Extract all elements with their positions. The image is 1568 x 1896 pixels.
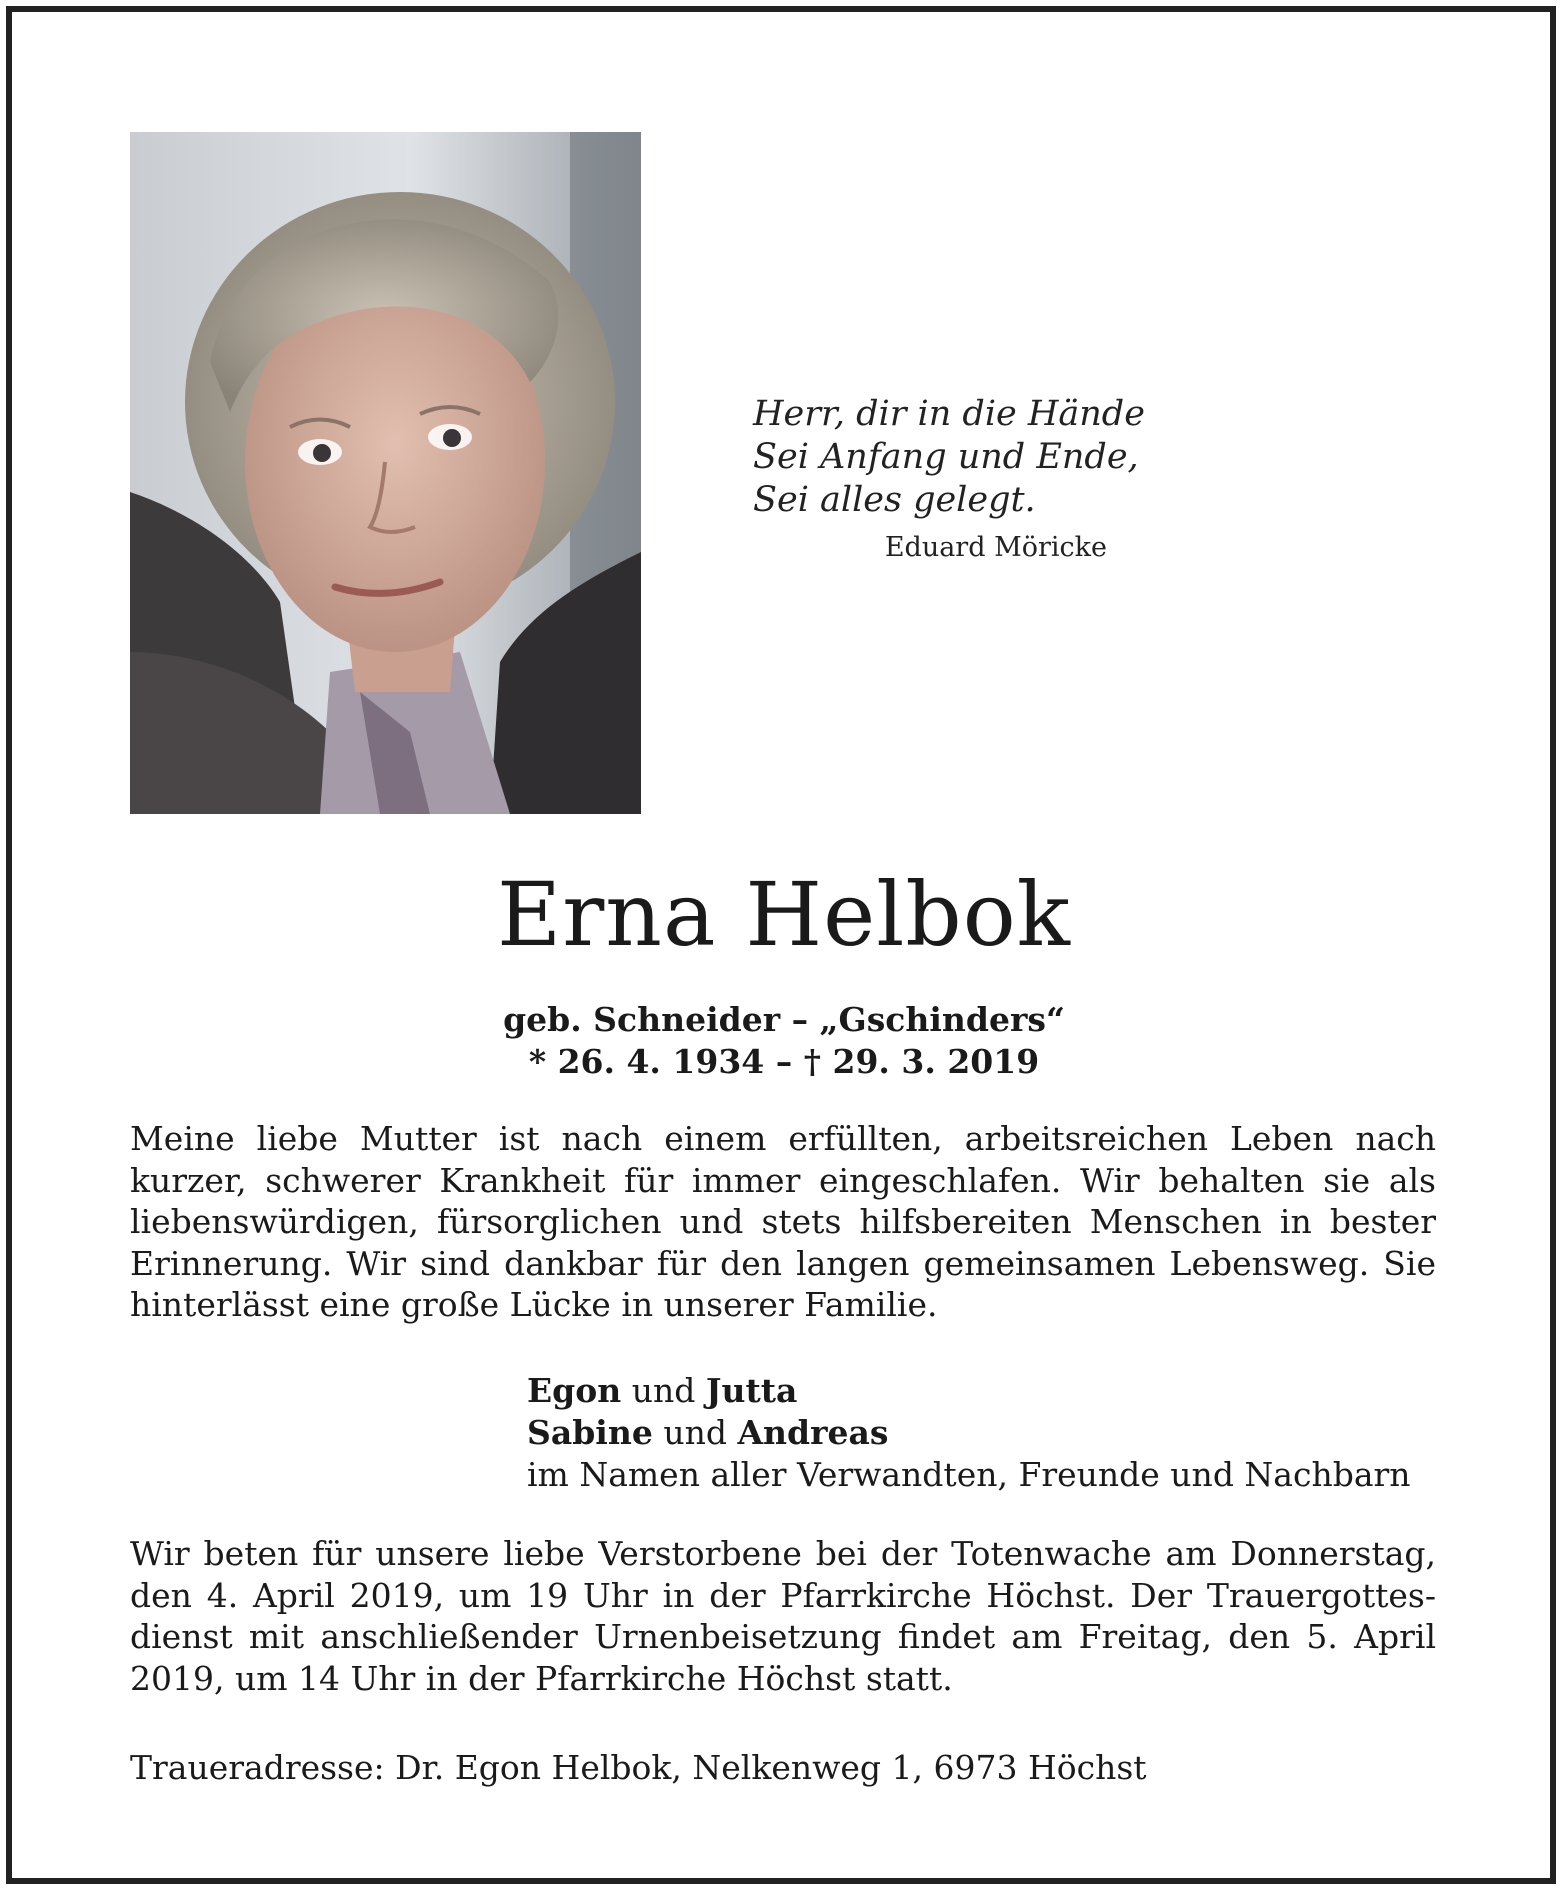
service-info: Wir beten für unsere liebe Verstorbene bei der Totenwache am Donnerstag, den 4. April 2019, um 19 Uhr in der Pfarrkirche Höchst. Der Trauergottesdienst mit anschließender Urnenbeisetzung findet am Freitag, den 5. April 2019, um 14 Uhr in der Pfarrkirche Höchst statt. [130,1534,1436,1698]
mourners-block [527,1370,1411,1496]
quote-line: Sei Anfang und Ende, [753,437,1139,477]
deceased-name: Erna Helbok [496,863,1072,966]
mourner-name: Egon [527,1371,622,1410]
quote-line: Sei alles gelegt. [753,480,1036,520]
quote-author: Eduard Möricke [884,532,1107,563]
mourning-address: Traueradresse: Dr. Egon Helbok, Nelkenweg 1, 6973 Höchst [130,1748,1147,1787]
obituary-message: Meine liebe Mutter ist nach einem erfüllten, arbeitsreichen Leben nach kurzer, schwerer Krankheit für immer eingeschlafen. Wir behalten sie als liebenswürdigen, fürsorglichen und stets hilfsbereiten Menschen in bester Erinnerung. Wir sind dankbar für den langen gemeinsamen Lebensweg. Sie hinterlässt eine große Lücke in unserer Familie. [130,1119,1436,1324]
mourner-name: Sabine [527,1413,653,1452]
mourner-name: Andreas [737,1413,889,1452]
life-dates: * 26. 4. 1934 – † 29. 3. 2019 [528,1042,1040,1081]
conjunction: und [663,1413,727,1452]
quote-line: Herr, dir in die Hände [753,394,1145,434]
birth-name: geb. Schneider – „Gschinders“ [503,1000,1065,1039]
mourners-others: im Namen aller Verwandten, Freunde und Nachbarn [527,1455,1411,1494]
conjunction: und [631,1371,696,1410]
mourner-couple [527,1412,1411,1454]
mourner-name: Jutta [705,1371,798,1410]
mourner-couple [527,1370,1411,1412]
portrait-photo [130,132,641,814]
memorial-quote [753,393,1145,568]
